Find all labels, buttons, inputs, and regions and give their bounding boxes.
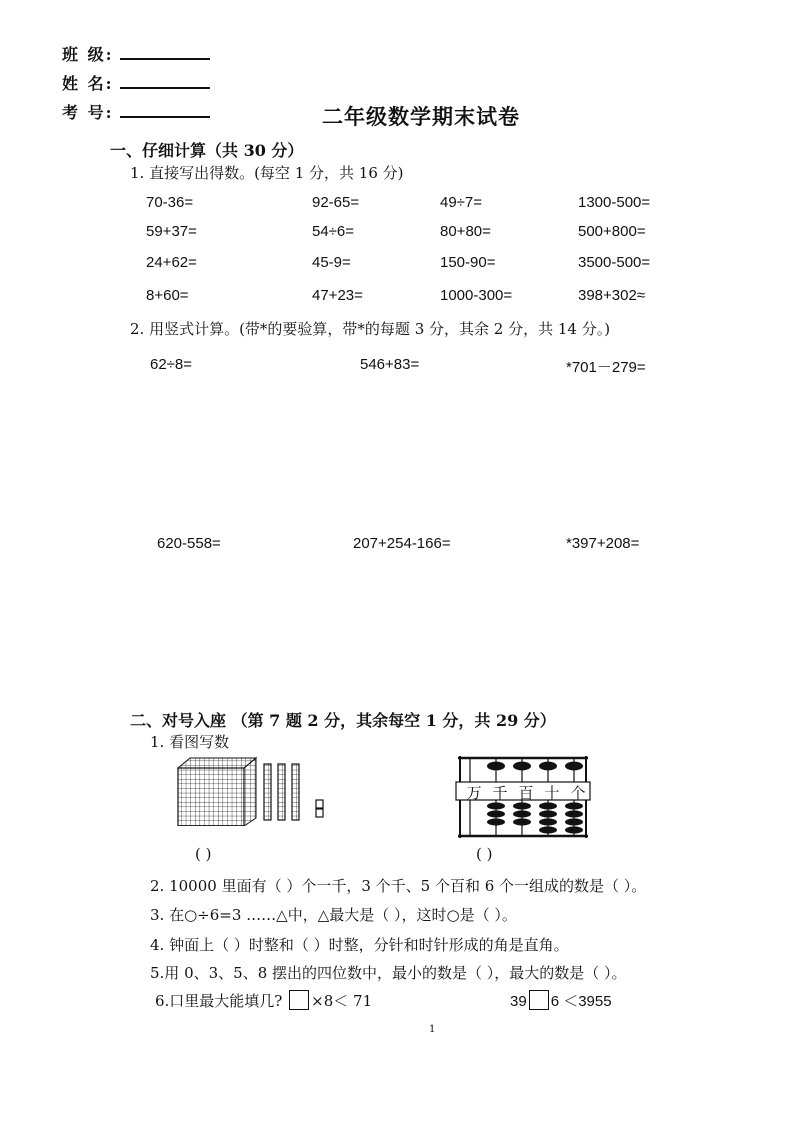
id-label: 考 号:: [62, 103, 114, 122]
exam-title: 二年级数学期末试卷: [322, 104, 520, 129]
calc-item: 150-90=: [440, 254, 496, 271]
abacus-place-labels: [461, 782, 591, 803]
calc-item: 49÷7=: [440, 194, 483, 211]
abacus-bead: [487, 818, 505, 825]
abacus-label-qian: 千: [492, 784, 508, 802]
id-blank[interactable]: [120, 116, 210, 118]
page-number: 1: [429, 1024, 436, 1035]
lower-beads: [487, 802, 583, 833]
section1-heading: 一、仔细计算（共 30 分）: [110, 141, 304, 160]
calc-item: 1000-300=: [440, 287, 513, 304]
calc-item: 500+800=: [578, 223, 646, 240]
q2-2: 2. 10000 里面有（ ）个一千，3 个千、5 个百和 6 个一组成的数是（ ）。: [150, 877, 647, 895]
calc-item: 54÷6=: [312, 223, 355, 240]
vertical-calc-item: 62÷8=: [150, 356, 193, 373]
vertical-calc-item: 207+254-166=: [353, 535, 451, 552]
upper-beads: [487, 762, 583, 771]
class-label: 班 级:: [62, 45, 114, 64]
name-blank[interactable]: [120, 87, 210, 89]
abacus-bead: [487, 802, 505, 809]
abacus-bead: [565, 802, 583, 809]
abacus-bead: [539, 826, 557, 833]
abacus-bead: [513, 818, 531, 825]
answer-blank-abacus[interactable]: ( ): [476, 845, 493, 863]
abacus-label-wan: 万: [466, 784, 482, 802]
q2-heading: 2. 用竖式计算。(带*的要验算，带*的每题 3 分，其余 2 分，共 14 分。): [130, 320, 611, 338]
q1-heading: 1. 直接写出得数。(每空 1 分，共 16 分): [130, 164, 404, 182]
calc-item: 70-36=: [146, 194, 194, 211]
q2-6: [155, 990, 372, 1011]
q2-6-part2-prefix: 39: [510, 993, 527, 1010]
calc-item: 24+62=: [146, 254, 197, 271]
calc-item: 92-65=: [312, 194, 360, 211]
calc-item: 8+60=: [146, 287, 189, 304]
section2-heading: 二、对号入座 （第 7 题 2 分，其余每空 1 分，共 29 分）: [130, 711, 556, 730]
vertical-calc-item: 620-558=: [157, 535, 221, 552]
thousand-cube: [178, 758, 256, 826]
abacus-bead: [539, 810, 557, 817]
name-label: 姓 名:: [62, 74, 114, 93]
fill-box[interactable]: [289, 990, 309, 1010]
abacus-label-shi: 十: [544, 784, 560, 802]
unit-cubes: [316, 800, 323, 817]
abacus-bead: [539, 818, 557, 825]
q2-4: 4. 钟面上（ ）时整和（ ）时整，分针和时针形成的角是直角。: [150, 936, 569, 954]
calc-item: 398+302≈: [578, 287, 646, 304]
ten-rods: [264, 764, 299, 820]
vertical-calc-item: 546+83=: [360, 356, 420, 373]
q2-6-part1: ×8＜ 71: [311, 992, 373, 1010]
q2-3: 3. 在○÷6=3 ……△中，△最大是（ ），这时○是（ ）。: [150, 906, 517, 924]
abacus-label-ge: 个: [570, 784, 586, 802]
fill-box[interactable]: [529, 990, 549, 1010]
class-blank[interactable]: [120, 58, 210, 60]
q2-1-heading: 1. 看图写数: [150, 733, 230, 751]
calc-item: 45-9=: [312, 254, 351, 271]
abacus-bead: [565, 826, 583, 833]
abacus-bead: [513, 810, 531, 817]
calc-item: 47+23=: [312, 287, 363, 304]
q2-6-part2-suffix: 6 ＜3955: [550, 993, 612, 1010]
abacus-label-bai: 百: [518, 784, 534, 802]
abacus-bead: [539, 802, 557, 809]
q2-5: 5.用 0、3、5、8 摆出的四位数中，最小的数是（ ），最大的数是（ ）。: [150, 964, 627, 982]
abacus-bead: [565, 810, 583, 817]
calc-item: 59+37=: [146, 223, 197, 240]
q2-6-lead: 6.口里最大能填几?: [155, 992, 283, 1010]
vertical-calc-item: *397+208=: [566, 535, 640, 552]
q2-6-part2: [510, 990, 612, 1011]
abacus-bead: [513, 802, 531, 809]
abacus-bead: [565, 818, 583, 825]
calc-item: 1300-500=: [578, 194, 651, 211]
calc-item: 3500-500=: [578, 254, 651, 271]
answer-blank-blocks[interactable]: ( ): [195, 845, 212, 863]
abacus-bead: [487, 810, 505, 817]
calc-item: 80+80=: [440, 223, 491, 240]
vertical-calc-item: *701－279=: [566, 359, 646, 376]
base-ten-blocks-figure: [172, 756, 332, 826]
